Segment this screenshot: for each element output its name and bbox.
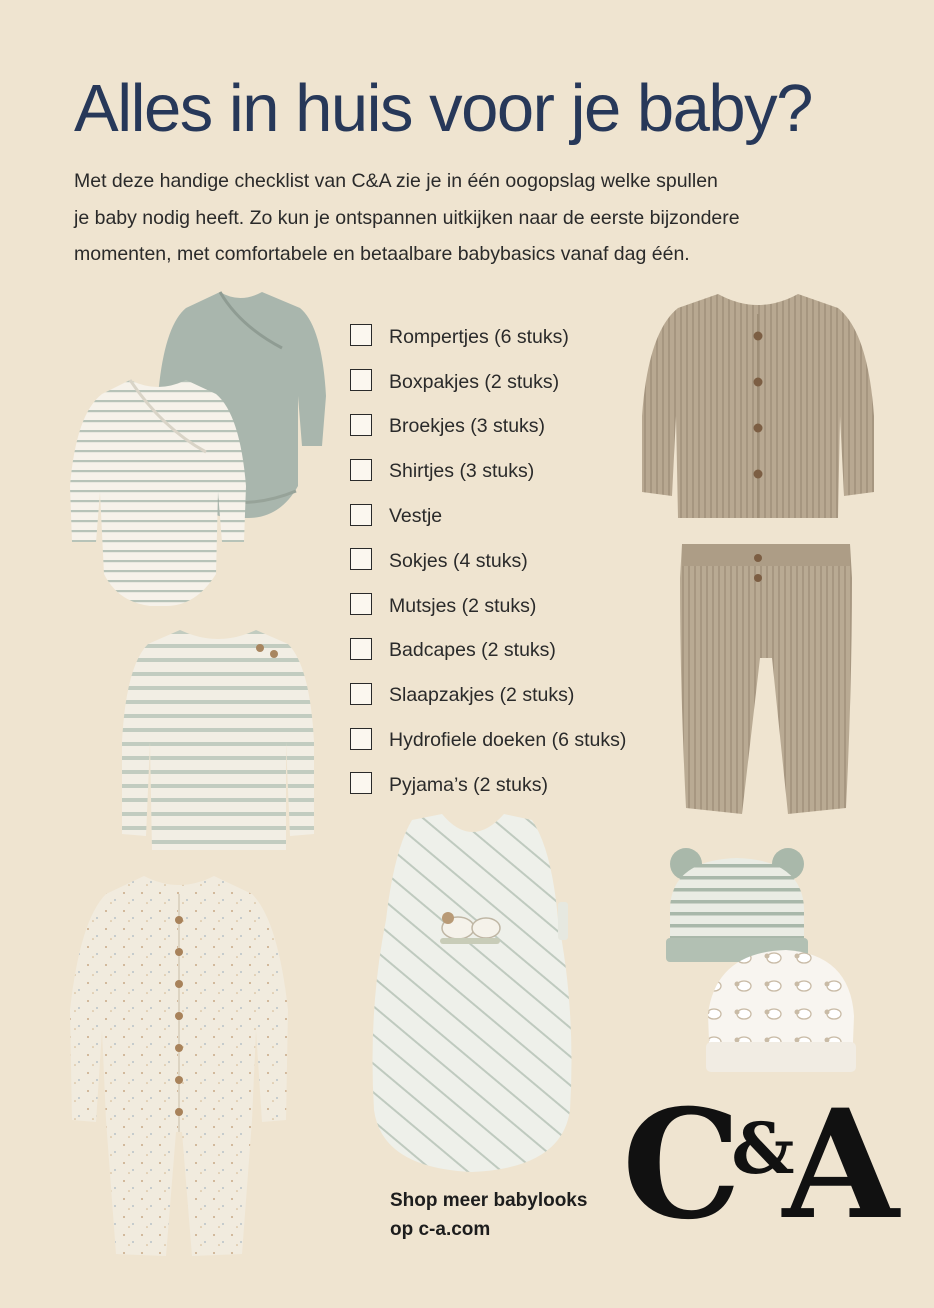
checklist-item xyxy=(350,449,626,494)
intro-line: momenten, met comfortabele en betaalbare babybasics vanaf dag één. xyxy=(74,243,690,265)
logo-ampersand: & xyxy=(731,1107,789,1190)
checklist-item-label: Boxpakjes (2 stuks) xyxy=(389,370,560,393)
logo-letter-a: A xyxy=(782,1077,893,1253)
checklist xyxy=(350,315,626,808)
checklist-item-label: Sokjes (4 stuks) xyxy=(389,549,528,572)
checklist-item-label: Shirtjes (3 stuks) xyxy=(389,460,535,483)
checkbox[interactable] xyxy=(350,504,372,526)
checklist-item xyxy=(350,405,626,450)
shop-line: op c-a.com xyxy=(390,1219,491,1240)
hat-sheep-print-icon xyxy=(700,944,860,1078)
checkbox[interactable] xyxy=(350,772,372,794)
checkbox[interactable] xyxy=(350,683,372,705)
checklist-item xyxy=(350,718,626,763)
shop-link-text[interactable] xyxy=(390,1186,587,1244)
checklist-item-label: Slaapzakjes (2 stuks) xyxy=(389,684,575,707)
checkbox[interactable] xyxy=(350,638,372,660)
intro-text xyxy=(74,163,874,273)
checklist-item xyxy=(350,494,626,539)
checkbox[interactable] xyxy=(350,459,372,481)
checkbox[interactable] xyxy=(350,414,372,436)
checklist-item-label: Pyjama’s (2 stuks) xyxy=(389,773,548,796)
intro-line: Met deze handige checklist van C&A zie je in één oogopslag welke spullen xyxy=(74,170,718,192)
longsleeve-striped-icon xyxy=(118,622,318,858)
checklist-item xyxy=(350,763,626,808)
page-title: Alles in huis voor je baby? xyxy=(74,71,812,146)
checklist-item-label: Rompertjes (6 stuks) xyxy=(389,325,569,348)
checkbox[interactable] xyxy=(350,728,372,750)
checkbox[interactable] xyxy=(350,548,372,570)
shop-line: Shop meer babylooks xyxy=(390,1190,588,1211)
bodysuit-striped-icon xyxy=(66,374,250,610)
checkbox[interactable] xyxy=(350,324,372,346)
checklist-item xyxy=(350,673,626,718)
intro-line: je baby nodig heeft. Zo kun je ontspannen uitkijken naar de eerste bijzondere xyxy=(74,206,740,229)
checklist-item-label: Badcapes (2 stuks) xyxy=(389,639,556,662)
checklist-item-label: Hydrofiele doeken (6 stuks) xyxy=(389,729,627,752)
checklist-item-label: Vestje xyxy=(389,505,443,528)
checklist-item xyxy=(350,539,626,584)
checklist-item-label: Broekjes (3 stuks) xyxy=(389,415,546,438)
checklist-item xyxy=(350,629,626,674)
cardigan-knit-icon xyxy=(638,286,878,526)
checklist-item xyxy=(350,315,626,360)
checkbox[interactable] xyxy=(350,369,372,391)
sleeping-bag-icon xyxy=(362,810,582,1176)
checklist-item-label: Mutsjes (2 stuks) xyxy=(389,594,537,617)
knit-pants-icon xyxy=(676,538,856,820)
checklist-item xyxy=(350,360,626,405)
checklist-item xyxy=(350,584,626,629)
jumpsuit-speckled-icon xyxy=(66,870,292,1262)
logo-letter-c: C xyxy=(622,1077,736,1253)
checkbox[interactable] xyxy=(350,593,372,615)
ca-logo xyxy=(622,1077,893,1253)
